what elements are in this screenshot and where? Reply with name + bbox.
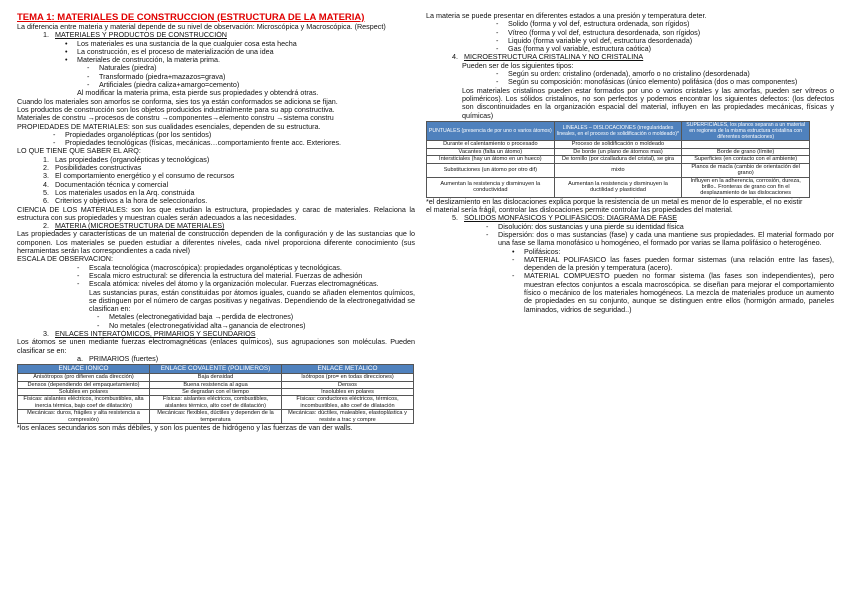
list-item: - Disolución: dos sustancias y una pierde su identidad física [486, 222, 684, 231]
left-column [17, 12, 415, 432]
table-cell: Proceso de solidificación o moldeado [554, 141, 682, 148]
table-cell: Mecánicas: dúctiles, maleables, elastoplástica y resiste a trac y compre [282, 410, 414, 424]
table-row [18, 381, 414, 388]
table-cell: Físicas: aislantes eléctricos, combustibles, aislantes térmico, alto coef de dilatación) [150, 396, 282, 410]
note-text: Al modificar la materia prima, esta pierde sus propiedades y obtendrá otras. [77, 89, 319, 98]
paragraph: PROPIEDADES DE MATERIALES: son sus cualidades esenciales, dependen de su estructura. [17, 122, 321, 131]
list-item: - Metales (electronegatividad baja →perdida de electrones) [97, 313, 294, 322]
list-item: - Propiedades tecnológicas (físicas, mecánicas…comportamiento frente acc. Exteriores. [53, 139, 342, 148]
list-item: - Dispersión: dos o mas sustancias (fase) y cada una mantiene sus propiedades. El material formado por una fase se llama monofásico u homogéneo, el formado por varias se llama polifásico o heterogéneo. [486, 230, 834, 248]
bond-table [17, 364, 414, 424]
list-item: - Solido (forma y vol def, estructura ordenada, son rígidos) [496, 20, 690, 29]
list-item: - Liquido (forma variable y vol def, estructura desordenada) [496, 36, 693, 45]
subheading: ESCALA DE OBSERVACION: [17, 255, 113, 264]
list-item: 1. Las propiedades (organolépticas y tecnológicas) [43, 155, 210, 164]
list-item: 3. El comportamiento energético y el consumo de recursos [43, 172, 235, 181]
paragraph: Los átomos se unen mediante fuerzas electromagnéticas (enlaces químicos), sus agrupaciones son moléculas. Pueden clasificar se en: [17, 338, 415, 355]
table-header: SUPERFICIALES, los planos separan a un material en regiones de la misma estructura cristalina con diferentes orientaciones) [682, 121, 810, 141]
table-header: PUNTUALES (presencia de por uno o varios átomos) [427, 121, 555, 141]
table-cell: De borde (un plano de átomos mas) [554, 148, 682, 155]
table-header: ENLACE COVALENTE (POLIMEROS) [150, 365, 282, 374]
table-cell: Buena resistencia al agua [150, 381, 282, 388]
table-cell: Físicas: conductores eléctricos, térmicos, incombustibles, alto coef de dilatación [282, 396, 414, 410]
paragraph: Materiales de constru →procesos de constru →componentes→elemento constru →sistema constru [17, 114, 334, 123]
table-cell: Intersticiales (hay un átomo en un hueco) [427, 156, 555, 163]
table-cell: Mecánicas: flexibles, dúctiles y dependen de la temperatura [150, 410, 282, 424]
list-item: - Gas (forma y vol variable, estructura caótica) [496, 45, 652, 54]
list-item: 5. Los materiales usados en la Arq. construida [43, 188, 195, 197]
table-cell: Substituciones (un átomo por otro dif) [427, 163, 555, 177]
list-item: 2. Posibilidades constructivas [43, 164, 142, 173]
table-row [18, 388, 414, 395]
table-row [427, 148, 810, 155]
table-cell: mixto [554, 163, 682, 177]
section-2-heading: 2. MATERIA (MICROESTRUCTURA DE MATERIALES) [43, 222, 225, 231]
table-cell: Isótropos (pro= en todas direcciones) [282, 374, 414, 381]
table-cell: Aumentan la resistencia y disminuyen la conductividad [427, 177, 555, 197]
list-item: • La construcción, es el proceso de materialización de una idea [65, 47, 274, 56]
list-item: - Naturales (piedra) [87, 64, 157, 73]
table-row [18, 374, 414, 381]
table-header-row [18, 365, 414, 374]
table-header: LINEALES – DISLOCACIONES (irregularidades lineales, en el proceso de solidificación o moldeado)* [554, 121, 682, 141]
table-cell: Superficies (en contacto con el ambiente) [682, 156, 810, 163]
table-cell: Densos [282, 381, 414, 388]
paragraph: Las propiedades y características de un material de construcción dependen de la configuración y de las sustancias que lo componen. Los materiales se pueden estudiar a diferentes niveles, cada nivel proporciona diferente conocimiento (sus herramientas serán las correspondientes a cada nivel) [17, 230, 415, 256]
section-5-heading: 5. SÓLIDOS MONFÁSICOS Y POLIFÁSICOS: DIAGRAMA DE FASE [452, 214, 678, 223]
list-item: - Escala atómica: niveles del átomo y la organización molecular. Fuerzas electromagnéticas. [77, 280, 379, 289]
table-row [427, 163, 810, 177]
table-row [18, 396, 414, 410]
intro-text: La diferencia entre materia y material depende de su nivel de observación: Microscópica y Macroscópica. (Respect) [17, 23, 386, 31]
list-item: - MATERIAL COMPUESTO pueden no formar sistema (las fases son independientes), pero muestran efectos conjuntos a escala macroscópica. se diseñan para mejorar el comportamiento físico o mecánico de los materiales homogéneos. La mezcla de materiales produce un aumento de propiedades en su conjunto, aunque se distinguen entre ellos (hormigón armado, paneles laminados, vidrios de seguridad..) [512, 272, 834, 314]
list-item: - Propiedades organolépticas (por los sentidos) [53, 130, 212, 139]
paragraph: La materia se puede presentar en diferentes estados a una presión y temperatura deter. [426, 12, 707, 20]
list-item: - Según su orden: cristalino (ordenada), amorfo o no cristalino (desordenada) [496, 70, 750, 79]
list-item: - No metales (electronegatividad alta→ganancia de electrones) [97, 321, 306, 330]
section-3-heading: 3. ENLACES INTERATÓMICOS, PRIMARIOS Y SECUNDARIOS [43, 329, 256, 338]
table-cell: Insolubles en polares [282, 388, 414, 395]
table-row [427, 141, 810, 148]
table-cell: Solubles en polares [18, 388, 150, 395]
defects-table [426, 121, 810, 198]
paragraph: CIENCIA DE LOS MATERIALES: son los que estudian la estructura, propiedades y carac de materiales. Relaciona la estructura con sus propiedades y muestran cuales serán adecuados a las necesidades. [17, 205, 415, 222]
list-item: - Escala micro estructural: se diferencia la estructura del material. Fuerzas de adhesión [77, 271, 363, 280]
table-cell: Planos de macla (cambio de orientación del grano) [682, 163, 810, 177]
table-cell: Anisótropos (pro difieren cada dirección) [18, 374, 150, 381]
list-item: a. PRIMARIOS (fuertes) [77, 354, 159, 363]
table-cell: Durante el calentamiento o procesado [427, 141, 555, 148]
list-item: - Artificiales (piedra caliza+amargo=cemento) [87, 81, 240, 90]
list-item: - MATERIAL POLIFASICO las fases pueden formar sistemas (una relación entre las fases), dependen de la presión y temperatura (acero). [512, 255, 834, 273]
table-row [427, 156, 810, 163]
table-cell: Borde de grano (límite) [682, 148, 810, 155]
table-row [427, 177, 810, 197]
list-item: 6. Criterios y objetivos a la hora de seleccionarlos. [43, 197, 208, 206]
list-item: - Vítreo (forma y vol def, estructura desordenada, son rígidos) [496, 28, 701, 37]
table-cell: Físicas: aislantes eléctricos, incombustibles, alta inercia térmica, bajo coef de dilatación) [18, 396, 150, 410]
table-cell: De tornillo (por cizalladura del cristal), se gira [554, 156, 682, 163]
list-item: - Según su composición: monofásicas (único elemento) polifásica (dos o mas componentes) [496, 78, 798, 87]
table-cell: Mecánicas: duros, frágiles y alta resistencia a compresión) [18, 410, 150, 424]
table-cell [682, 141, 810, 148]
page-title: TEMA 1: MATERIALES DE CONSTRUCCION (ESTRUCTURA DE LA MATERIA) [17, 12, 365, 23]
paragraph: Los materiales cristalinos pueden estar formados por uno o varios cristales y las amorfas, pueden ser vítreos o poliméricos). Los sólidos cristalinos, no son perfectos y podemos encontrar los siguientes defectos: (los defectos son discontinuidades en la organización espacial del material, influyen en las propiedades mecánicas, físicas y químicas) [462, 86, 834, 120]
list-item: • Los materiales es una sustancia de la que cualquier cosa esta hecha [65, 39, 297, 48]
paragraph: Cuando los materiales son amorfos se conforma, sies tos ya están conformados se adiciona se fijan. [17, 97, 338, 106]
section-1-heading: 1. MATERIALES Y PRODUCTOS DE CONSTRUCCIÓN [43, 31, 227, 40]
table-cell: Aumentan la resistencia y disminuyen la ductilidad y plasticidad [554, 177, 682, 197]
subheading: LO QUE TIENE QUE SABER EL ARQ: [17, 147, 141, 156]
section-4-heading: 4. MICROESTRUCTURA CRISTALINA Y NO CRISTALINA [452, 53, 644, 62]
table-cell: Baja densidad [150, 374, 282, 381]
paragraph: Pueden ser de los siguientes tipos: [462, 61, 574, 70]
table-cell: Vacantes (falta un átomo) [427, 148, 555, 155]
list-item: - Transformado (piedra+mazazos=grava) [87, 72, 226, 81]
table-header-row [427, 121, 810, 141]
list-item: • Materiales de construcción, la materia prima. [65, 56, 221, 65]
list-item: 4. Documentación técnica y comercial [43, 180, 169, 189]
list-item: • Polifásicos: [512, 247, 561, 256]
table-cell: Densos (dependiendo del empaquetamiento) [18, 381, 150, 388]
footnote: el material sería frágil, controlar las dislocaciones permite controlar las propiedades del material. [426, 206, 733, 215]
right-column [426, 12, 834, 314]
paragraph: Las sustancias puras, están constituidas por átomos iguales, cuando se añaden elementos químicos, se distinguen por el número de cargas positivas y negativas. Dependiendo de la electronegatividad se clasifican en: [89, 288, 415, 314]
footnote: *los enlaces secundarios son más débiles, y son los puentes de hidrógeno y las fuerzas de van der walls. [17, 424, 353, 433]
footnote: *el deslizamiento en las dislocaciones explica porque la resistencia de un metal es menor de lo esperable, el no existir [426, 197, 803, 206]
table-header: ENLACE METÁLICO [282, 365, 414, 374]
table-header: ENLACE IÓNICO [18, 365, 150, 374]
table-cell: Se degradan con el tiempo [150, 388, 282, 395]
table-cell: Influyen en la adherencia, corrosión, dureza, brillo.. Fronteras de grano con fin el desplazamiento de las dislocaciones [682, 177, 810, 197]
paragraph: Los productos de construcción son los objetos producidos industrialmente para su app constructiva. [17, 105, 335, 114]
table-row [18, 410, 414, 424]
list-item: - Escala tecnológica (macroscópica): propiedades organolépticas y tecnológicas. [77, 263, 342, 272]
